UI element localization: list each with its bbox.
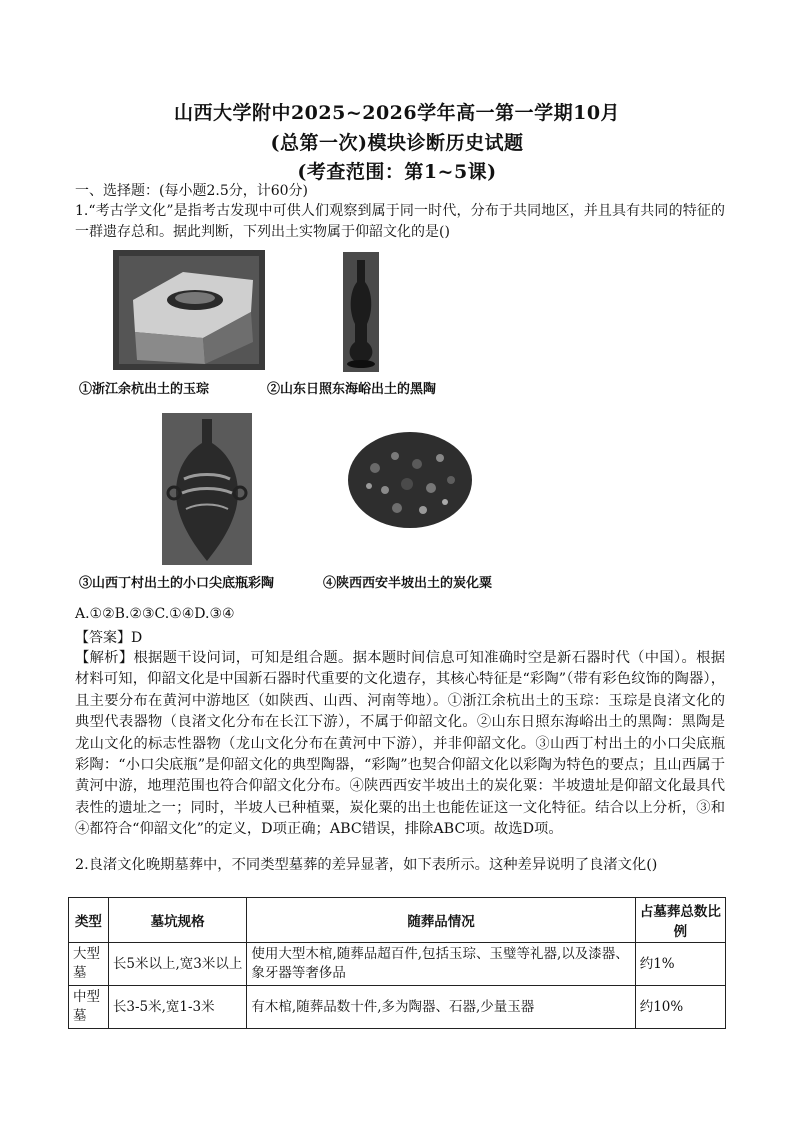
table-cell: 使用大型木棺,随葬品超百件,包括玉琮、玉璧等礼器,以及漆器、象牙器等奢侈品: [247, 943, 635, 986]
caption-black-pottery: ②山东日照东海峪出土的黑陶: [267, 382, 437, 397]
table-cell: 长5米以上,宽3米以上: [108, 943, 247, 986]
question-2-stem: 2.良渚文化晚期墓葬中，不同类型墓葬的差异显著，如下表所示。这种差异说明了良渚文化(): [75, 857, 658, 873]
table-header-row: [69, 898, 726, 943]
table-header-cell: 占墓葬总数比例: [635, 898, 725, 943]
carbonized-millet-image: [345, 428, 475, 533]
caption-painted-pottery: ③山西丁村出土的小口尖底瓶彩陶: [79, 576, 275, 591]
table-cell: 中型墓: [69, 986, 109, 1029]
table-header-cell: 随葬品情况: [247, 898, 635, 943]
jade-cong-image: [113, 250, 265, 370]
exam-title-line1: 山西大学附中2025~2026学年高一第一学期10月: [173, 102, 621, 124]
table-cell: 约10%: [635, 986, 725, 1029]
exam-title-line3: (考查范围：第1~5课): [297, 161, 497, 183]
table-cell: 长3-5米,宽1-3米: [108, 986, 247, 1029]
table-header-cell: 类型: [69, 898, 109, 943]
table-row: [69, 986, 726, 1029]
table-cell: 大型墓: [69, 943, 109, 986]
table-row: [69, 943, 726, 986]
caption-jade-cong: ①浙江余杭出土的玉琮: [79, 382, 210, 397]
question-1-answer: 【答案】D: [75, 630, 143, 646]
question-1-stem: 1.“考古学文化”是指考古发现中可供人们观察到属于同一时代，分布于共同地区，并且具有共同的特征的一群遗存总和。据此判断，下列出土实物属于仰韶文化的是(): [75, 203, 725, 240]
black-pottery-image: [343, 252, 379, 372]
table-cell: 有木棺,随葬品数十件,多为陶器、石器,少量玉器: [247, 986, 635, 1029]
table-cell: 约1%: [635, 943, 725, 986]
caption-carbonized-millet: ④陕西西安半坡出土的炭化粟: [323, 576, 493, 591]
table-header-cell: 墓坑规格: [108, 898, 247, 943]
painted-pottery-bottle-image: [162, 413, 252, 565]
question-1-options: A.①②B.②③C.①④D.③④: [75, 606, 235, 622]
section-heading: 一、选择题：(每小题2.5分，计60分): [75, 183, 309, 199]
question-1-analysis: 【解析】根据题干设问词，可知是组合题。据本题时间信息可知准确时空是新石器时代（中国）。根据材料可知，仰韶文化是中国新石器时代重要的文化遗存，其核心特征是“彩陶”（带有彩色纹饰的陶器），且主要分布在黄河中游地区（如陕西、山西、河南等地）。①浙江余杭出土的玉琮：玉琮是良渚文化的典型代表器物（良渚文化分布在长江下游），不属于仰韶文化。②山东日照东海峪出土的黑陶：黑陶是龙山文化的标志性器物（龙山文化分布在黄河中下游），并非仰韶文化。③山西丁村出土的小口尖底瓶彩陶：“小口尖底瓶”是仰韶文化的典型陶器，“彩陶”也契合仰韶文化以彩陶为特色的要点；且山西属于黄河中游，地理范围也符合仰韶文化分布。④陕西西安半坡出土的炭化粟：半坡遗址是仰韶文化最具代表性的遗址之一；同时，半坡人已种植粟，炭化粟的出土也能佐证这一文化特征。结合以上分析，③和④都符合“仰韶文化”的定义，D项正确；ABC错误，排除ABC项。故选D项。: [75, 650, 725, 838]
tomb-comparison-table: [68, 897, 726, 1029]
exam-title-line2: (总第一次)模块诊断历史试题: [270, 132, 524, 154]
